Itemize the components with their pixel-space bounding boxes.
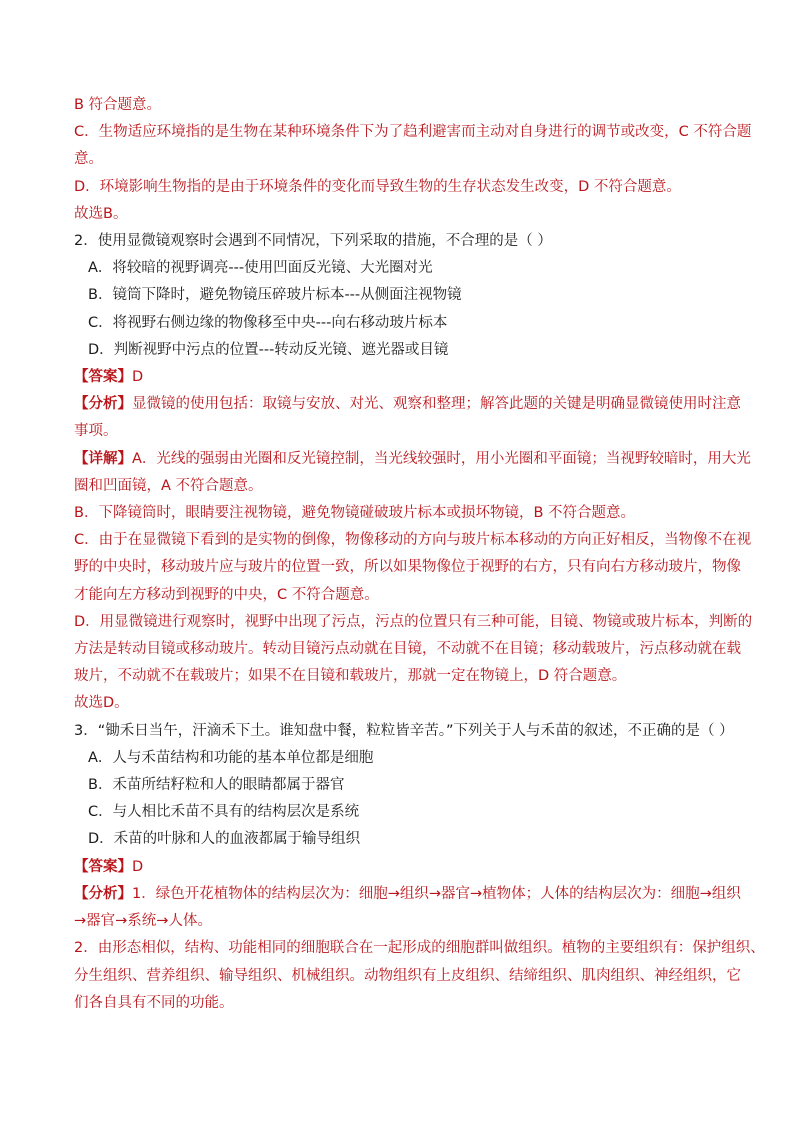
answer-text-line xyxy=(74,418,726,445)
line-text: 事项。 xyxy=(74,423,118,440)
line-text: C．由于在显微镜下看到的是实物的倒像，物像移动的方向与玻片标本移动的方向正好相反，当物像不在视 xyxy=(74,532,752,549)
question-text-line xyxy=(74,826,726,853)
line-text: D．禾苗的叶脉和人的血液都属于输导组织 xyxy=(88,831,361,848)
answer-text-line xyxy=(74,935,765,962)
line-text: D xyxy=(132,858,144,875)
answer-text-line xyxy=(74,554,741,581)
line-text: 显微镜的使用包括：取镜与安放、对光、观察和整理；解答此题的关键是明确显微镜使用时注意 xyxy=(132,396,741,413)
line-text: B 符合题意。 xyxy=(74,97,162,113)
line-text: C．生物适应环境指的是生物在某种环境条件下为了趋利避害而主动对自身进行的调节或改变，C 不符合题 xyxy=(74,124,752,141)
answer-text-line xyxy=(74,500,726,527)
line-text: C．将视野右侧边缘的物像移至中央---向右移动玻片标本 xyxy=(88,314,448,331)
answer-text-line xyxy=(74,391,741,418)
line-text: A．将较暗的视野调亮---使用凹面反光镜、大光圈对光 xyxy=(88,260,433,277)
line-text: D．用显微镜进行观察时，视野中出现了污点，污点的位置只有三种可能，目镜、物镜或玻片标本，判断的 xyxy=(74,613,753,630)
answer-text-line xyxy=(74,881,741,908)
line-text: 方法是转动目镜或移动玻片。转动目镜污点动就在目镜，不动就不在目镜；移动载玻片，污点移动就在载 xyxy=(74,641,741,658)
answer-text-line xyxy=(74,582,726,609)
line-text: A．人与禾苗结构和功能的基本单位都是细胞 xyxy=(88,749,374,766)
line-text: 才能向左方移动到视野的中央，C 不符合题意。 xyxy=(74,586,379,603)
question-text-line xyxy=(74,255,726,282)
answer-text-line xyxy=(74,854,726,881)
answer-text-line xyxy=(74,690,726,717)
document-body xyxy=(74,92,765,1017)
line-text: 玻片，不动就不在载玻片；如果不在目镜和载玻片，那就一定在物镜上，D 符合题意。 xyxy=(74,668,627,685)
line-text: →器官→系统→人体。 xyxy=(74,913,212,930)
question-text-line xyxy=(74,310,726,337)
answer-text-line xyxy=(74,990,726,1017)
answer-text-line xyxy=(74,663,726,690)
line-text: D．判断视野中污点的位置---转动反光镜、遮光器或目镜 xyxy=(88,341,449,358)
line-text: 圈和凹面镜，A 不符合题意。 xyxy=(74,477,263,494)
answer-text-line xyxy=(74,609,753,636)
line-text: D xyxy=(132,369,144,386)
line-text: 故选B。 xyxy=(74,205,128,222)
answer-text-line xyxy=(74,146,726,173)
line-text: 分生组织、营养组织、输导组织、机械组织。动物组织有上皮组织、结缔组织、肌肉组织、神经组织，它 xyxy=(74,967,741,984)
section-tag: 【答案】 xyxy=(74,369,132,386)
line-text: C．与人相比禾苗不具有的结构层次是系统 xyxy=(88,804,360,821)
line-text: 们各自具有不同的功能。 xyxy=(74,994,234,1011)
question-text-line xyxy=(74,282,726,309)
line-text: B．镜筒下降时，避免物镜压碎玻片标本---从侧面注视物镜 xyxy=(88,287,462,304)
line-text: 1．绿色开花植物体的结构层次为：细胞→组织→器官→植物体；人体的结构层次为：细胞→组织 xyxy=(132,885,741,902)
line-text: B．下降镜筒时，眼睛要注视物镜，避免物镜碰破玻片标本或损坏物镜，B 不符合题意。 xyxy=(74,505,636,522)
answer-text-line xyxy=(74,963,741,990)
section-tag: 【分析】 xyxy=(74,885,132,902)
line-text: 故选D。 xyxy=(74,695,129,712)
question-text-line xyxy=(74,228,726,255)
line-text: 3．“锄禾日当午，汗滴禾下土。谁知盘中餐，粒粒皆辛苦。”下列关于人与禾苗的叙述，不正确的是（ ） xyxy=(74,722,734,739)
question-text-line xyxy=(74,337,726,364)
line-text: 2．由形态相似，结构、功能相同的细胞联合在一起形成的细胞群叫做组织。植物的主要组织有：保护组织、 xyxy=(74,940,765,957)
section-tag: 【分析】 xyxy=(74,396,132,413)
line-text: B．禾苗所结籽粒和人的眼睛都属于器官 xyxy=(88,777,345,794)
answer-text-line xyxy=(74,473,726,500)
answer-text-line xyxy=(74,364,726,391)
answer-text-line xyxy=(74,527,752,554)
answer-text-line xyxy=(74,174,726,201)
section-tag: 【答案】 xyxy=(74,858,132,875)
answer-text-line xyxy=(74,908,726,935)
line-text: A．光线的强弱由光圈和反光镜控制，当光线较强时，用小光圈和平面镜；当视野较暗时，用大光 xyxy=(132,450,751,467)
answer-text-line xyxy=(74,201,726,228)
question-text-line xyxy=(74,799,726,826)
answer-text-line xyxy=(74,446,751,473)
question-text-line xyxy=(74,772,726,799)
line-text: 野的中央时，移动玻片应与玻片的位置一致，所以如果物像位于视野的右方，只有向右方移动玻片，物像 xyxy=(74,559,741,576)
question-text-line xyxy=(74,745,726,772)
line-text: 2．使用显微镜观察时会遇到不同情况，下列采取的措施，不合理的是（ ） xyxy=(74,233,552,250)
section-tag: 【详解】 xyxy=(74,450,132,467)
answer-text-line xyxy=(74,92,726,119)
answer-text-line xyxy=(74,119,752,146)
line-text: 意。 xyxy=(74,151,103,168)
line-text: D．环境影响生物指的是由于环境条件的变化而导致生物的生存状态发生改变，D 不符合题意。 xyxy=(74,178,681,195)
answer-text-line xyxy=(74,636,741,663)
question-text-line xyxy=(74,718,734,745)
